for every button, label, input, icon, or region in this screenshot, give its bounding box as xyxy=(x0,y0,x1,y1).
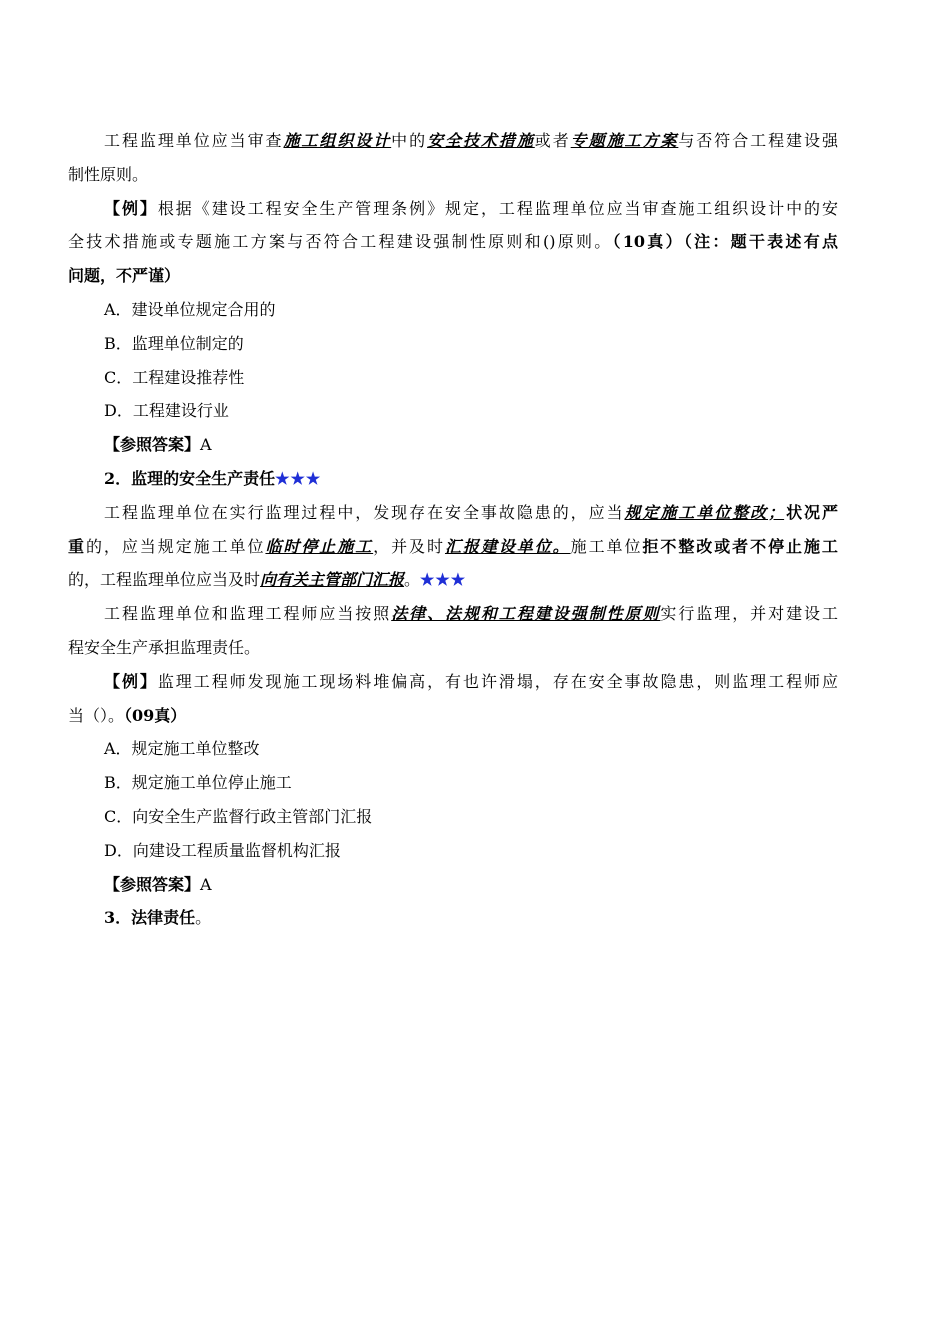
highlight-term: 施工组织设计 xyxy=(283,131,392,150)
example1-option-b: B．监理单位制定的 xyxy=(104,333,244,353)
highlight-term: 汇报建设单位。 xyxy=(444,536,571,556)
text-run: 施工单位 xyxy=(570,536,643,556)
text-run: 或者 xyxy=(534,131,571,150)
text-run: 。 xyxy=(404,570,421,590)
highlight-term: 法律、法规和工程建设强制性原则 xyxy=(391,604,661,624)
section-heading: 3．法律责任 xyxy=(104,908,196,928)
text-run: 的，工程监理单位应当及时 xyxy=(68,570,261,590)
text-run: 的，应当规定施工单位 xyxy=(85,536,266,556)
answer-value: A xyxy=(200,874,212,894)
highlight-term: 安全技术措施 xyxy=(427,131,535,150)
text-run: 中的 xyxy=(391,131,428,150)
section2-para2-line2: 程安全生产承担监理责任。 xyxy=(68,637,261,657)
bold-text: 拒不整改或者不停止施工 xyxy=(642,536,838,556)
text-run: 监理工程师发现施工现场料堆偏高，有也许滑塌，存在安全事故隐患，则监理工程师应 xyxy=(157,671,838,691)
text-run: 当（）。 xyxy=(68,705,125,725)
example1-option-c: C．工程建设推荐性 xyxy=(104,367,245,387)
example1-line3: 问题，不严谨） xyxy=(68,266,181,286)
example1-option-d: D．工程建设行业 xyxy=(104,401,229,421)
section2-para1-line1 xyxy=(68,496,838,530)
star-rating-icon: ★★★ xyxy=(420,570,467,590)
section3-heading xyxy=(68,901,838,935)
section2-para1-line2 xyxy=(68,530,838,564)
example1-answer xyxy=(68,428,838,462)
answer-tag: 【参照答案】 xyxy=(104,874,201,894)
highlight-term: 向有关主管部门汇报 xyxy=(260,570,405,590)
example2-answer xyxy=(68,868,838,902)
document-body xyxy=(68,124,838,935)
section2-para2-line1 xyxy=(68,597,838,631)
example1-line1 xyxy=(68,192,838,226)
text-run: 工程监理单位和监理工程师应当按照 xyxy=(104,604,392,624)
text-run: 全技术措施或专题施工方案与否符合工程建设强制性原则和()原则。 xyxy=(68,232,613,252)
text-run: 。 xyxy=(195,908,212,928)
example2-line1 xyxy=(68,665,838,699)
section1-line2: 制性原则。 xyxy=(68,164,149,184)
section1-line1 xyxy=(68,124,838,158)
answer-tag: 【参照答案】 xyxy=(104,435,201,455)
text-run: 工程监理单位在实行监理过程中，发现存在安全事故隐患的，应当 xyxy=(104,502,625,522)
answer-value: A xyxy=(200,435,212,455)
example-tag: 【例】 xyxy=(104,671,158,691)
text-run: 与否符合工程建设强 xyxy=(678,131,838,150)
text-run: 根据《建设工程安全生产管理条例》规定，工程监理单位应当审查施工组织设计中的安 xyxy=(157,198,838,218)
section2-heading xyxy=(68,462,838,496)
highlight-term: 专题施工方案 xyxy=(570,131,679,150)
example1-option-a: A．建设单位规定合用的 xyxy=(104,299,276,319)
bold-text: 状况严 xyxy=(784,502,838,522)
example2-option-c: C．向安全生产监督行政主管部门汇报 xyxy=(104,806,373,826)
example2-line2 xyxy=(68,699,838,733)
star-rating-icon: ★★★ xyxy=(275,468,322,488)
example-tag: 【例】 xyxy=(104,198,158,218)
text-run: ，并及时 xyxy=(373,536,445,556)
question-note: （09真） xyxy=(124,705,187,725)
example2-option-b: B．规定施工单位停止施工 xyxy=(104,773,292,793)
example2-option-d: D．向建设工程质量监督机构汇报 xyxy=(104,840,341,860)
example1-line2 xyxy=(68,225,838,259)
text-run: 实行监理，并对建设工 xyxy=(660,604,838,624)
section-heading: 2．监理的安全生产责任 xyxy=(104,468,276,488)
highlight-term: 临时停止施工 xyxy=(265,536,374,556)
text-run: 工程监理单位应当审查 xyxy=(104,131,284,150)
highlight-term: 规定施工单位整改； xyxy=(624,502,785,522)
section2-para1-line3 xyxy=(68,563,838,597)
bold-text: 重 xyxy=(68,536,86,556)
question-note: （10真）（注：题干表述有点 xyxy=(612,232,838,252)
example2-option-a: A．规定施工单位整改 xyxy=(104,739,260,759)
